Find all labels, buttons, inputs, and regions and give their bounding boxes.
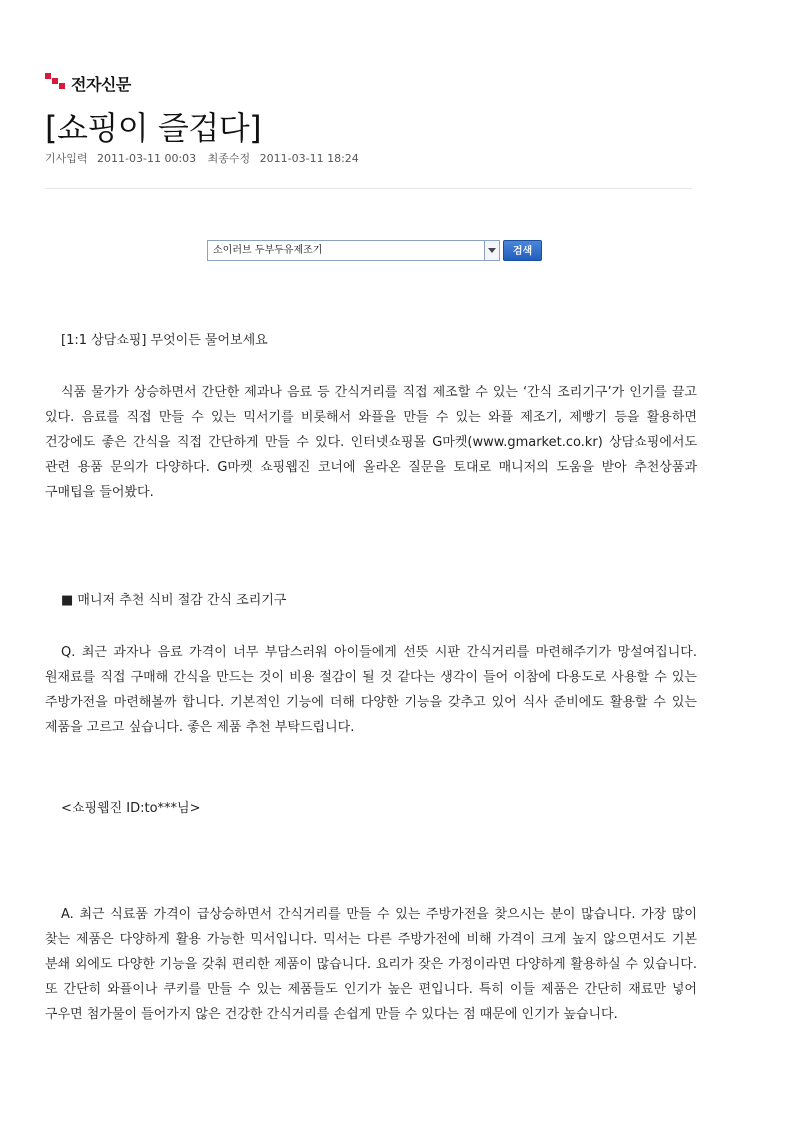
edit-time: 2011-03-11 18:24 xyxy=(259,152,359,165)
input-label: 기사입력 xyxy=(45,152,88,165)
search-button[interactable]: 검색 xyxy=(503,240,542,261)
article-headline: [쇼핑이 즐겁다] xyxy=(45,109,262,147)
header-divider xyxy=(45,188,692,189)
publisher-logo[interactable] xyxy=(45,72,131,94)
question-paragraph: Q. 최근 과자나 음료 가격이 너무 부담스러워 아이들에게 선뜻 시판 간식거리를 마련해주기가 망설여집니다. 원재료를 직접 구매해 간식을 만드는 것이 비용 절감이 될 것 같다는 생각이 들어 이참에 다용도로 사용할 수 있는 주방가전을 마련해볼까 합니다. 기본적인 기능에 더해 다양한 기능을 갖추고 있어 식사 준비에도 활용할 수 있는 제품을 고르고 싶습니다. 좋은 제품 추천 부탁드립니다. xyxy=(45,645,697,735)
article-meta xyxy=(45,150,365,166)
section-heading-block xyxy=(45,328,697,353)
question-block xyxy=(45,640,697,740)
logo-mark-icon xyxy=(45,73,67,93)
publisher-name: 전자신문 xyxy=(71,74,131,94)
product-search xyxy=(207,240,542,261)
input-time: 2011-03-11 00:03 xyxy=(97,152,197,165)
edit-label: 최종수정 xyxy=(207,152,251,165)
search-dropdown-button[interactable] xyxy=(485,240,500,261)
intro-block xyxy=(45,380,697,505)
search-input[interactable]: 소이러브 두부두유제조기 xyxy=(207,240,485,261)
questioner: <쇼핑웹진 ID:to***님> xyxy=(61,801,201,816)
subheading: ■ 매니저 추천 식비 절감 간식 조리기구 xyxy=(61,593,287,608)
section-heading: [1:1 상담쇼핑] 무엇이든 물어보세요 xyxy=(61,333,268,348)
questioner-block xyxy=(45,796,697,821)
answer-block xyxy=(45,902,697,1027)
answer-paragraph: A. 최근 식료품 가격이 급상승하면서 간식거리를 만들 수 있는 주방가전을 찾으시는 분이 많습니다. 가장 많이 찾는 제품은 다양하게 활용 가능한 믹서입니다. 믹서는 다른 주방가전에 비해 가격이 크게 높지 않으면서도 기본 분쇄 외에도 다양한 기능을 갖춰 편리한 제품이 많습니다. 요리가 잦은 가정이라면 다양하게 활용하실 수 있습니다. 또 간단히 와플이나 쿠키를 만들 수 있는 제품들도 인기가 높은 편입니다. 특히 이들 제품은 간단히 재료만 넣어 구우면 첨가물이 들어가지 않은 건강한 간식거리를 손쉽게 만들 수 있다는 점 때문에 인기가 높습니다. xyxy=(45,907,697,1022)
chevron-down-icon xyxy=(488,248,496,253)
intro-paragraph: 식품 물가가 상승하면서 간단한 제과나 음료 등 간식거리를 직접 제조할 수 있는 ‘간식 조리기구’가 인기를 끌고 있다. 음료를 직접 만들 수 있는 믹서기를 비롯해서 와플을 만들 수 있는 와플 제조기, 제빵기 등을 활용하면 건강에도 좋은 간식을 직접 간단하게 만들 수 있다. 인터넷쇼핑몰 G마켓(www.gmarket.co.kr) 상담쇼핑에서도 관련 용품 문의가 다양하다. G마켓 쇼핑웹진 코너에 올라온 질문을 토대로 매니저의 도움을 받아 추천상품과 구매팁을 들어봤다. xyxy=(45,385,697,500)
subheading-block xyxy=(45,588,697,613)
